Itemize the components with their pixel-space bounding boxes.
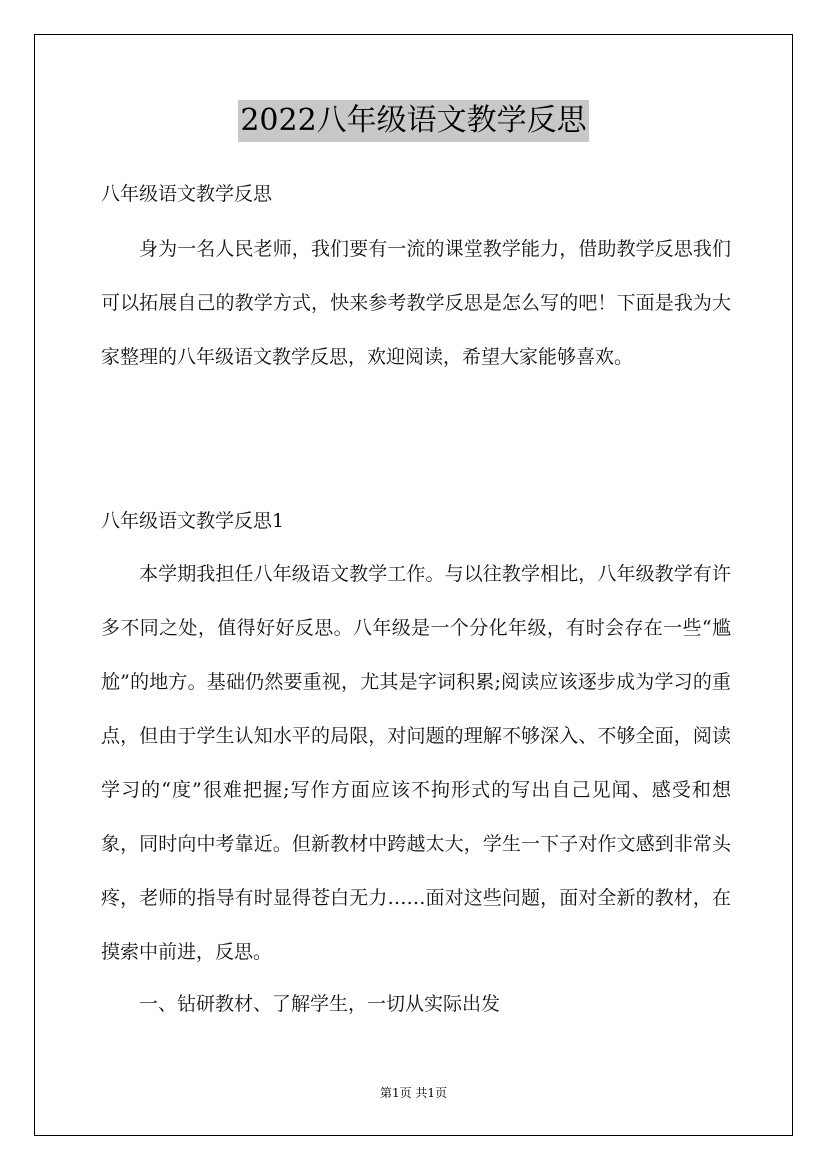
section1-paragraph: 本学期我担任八年级语文教学工作。与以往教学相比，八年级教学有许多不同之处，值得好好反思。八年级是一个分化年级，有时会存在一些“尴尬”的地方。基础仍然要重视，尤其是字词积累;阅读应该逐步成为学习的重点，但由于学生认知水平的局限，对问题的理解不够深入、不够全面，阅读学习的“度”很难把握;写作方面应该不拘形式的写出自己见闻、感受和想象，同时向中考靠近。但新教材中跨越太大，学生一下子对作文感到非常头疼，老师的指导有时显得苍白无力……面对这些问题，面对全新的教材，在摸索中前进，反思。 [101,563,731,963]
section1-heading: 八年级语文教学反思1 [101,510,285,532]
section1-point1: 一、钻研教材、了解学生，一切从实际出发 [139,993,501,1015]
intro-paragraph: 身为一名人民老师，我们要有一流的课堂教学能力，借助教学反思我们可以拓展自己的教学方式，快来参考教学反思是怎么写的吧！下面是我为大家整理的八年级语文教学反思，欢迎阅读，希望大家能够喜欢。 [101,238,731,368]
subtitle-heading: 八年级语文教学反思 [101,183,273,205]
document-title: 2022八年级语文教学反思 [238,100,588,142]
title-container [0,100,827,142]
page-number-footer: 第1页 共1页 [379,1086,448,1100]
